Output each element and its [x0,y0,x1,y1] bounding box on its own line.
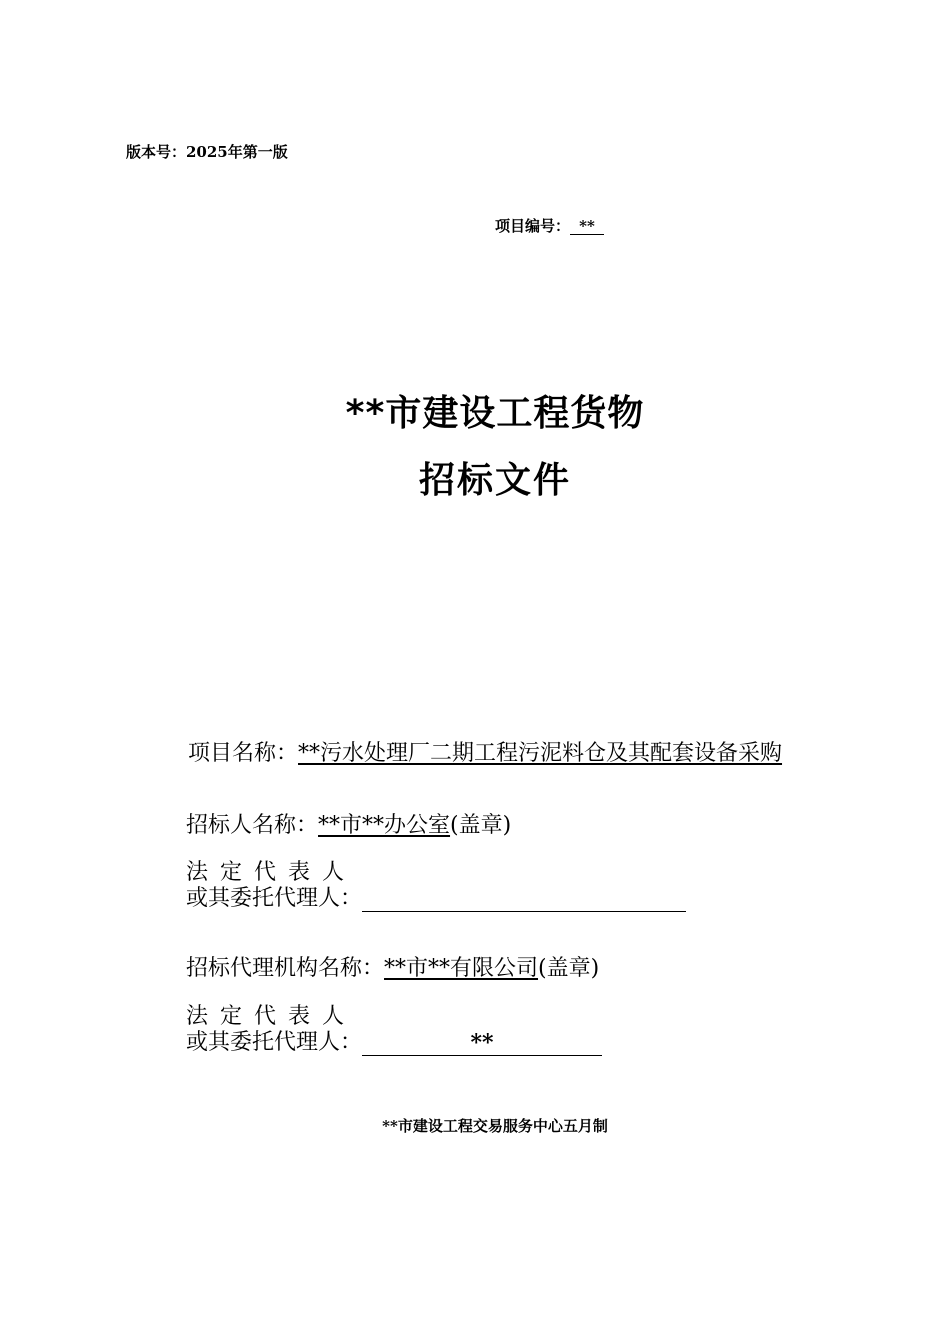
project-number-label: 项目编号： [495,217,571,235]
document-title-line1: **市建设工程货物 [345,393,645,434]
tenderer-seal-note: (盖章) [450,813,512,838]
agency-legal-rep-value: ** [362,1031,602,1056]
tenderer-name-value: **市**办公室 [318,813,451,838]
agency-seal-note: (盖章) [538,956,600,981]
project-number-value: ** [570,218,604,235]
document-title-line2: 招标文件 [418,460,571,501]
agency-legal-rep [186,1030,602,1056]
agency-legal-rep-label-line1: 法定代表人 [186,1004,357,1029]
agency-legal-rep-label-line2: 或其委托代理人： [186,1030,363,1055]
tenderer-legal-rep-label-line2: 或其委托代理人： [186,886,363,911]
project-name [188,741,782,767]
agency-name-value: **市**有限公司 [384,956,539,981]
tenderer-name [186,813,511,839]
project-name-label: 项目名称： [188,741,299,766]
tenderer-legal-rep [186,886,686,912]
footer-note: **市建设工程交易服务中心五月制 [382,1117,608,1135]
project-name-value: **污水处理厂二期工程污泥料仓及其配套设备采购 [298,741,783,766]
agency-name [186,956,599,982]
tenderer-legal-rep-blank [362,889,686,912]
tenderer-name-label: 招标人名称： [186,813,319,838]
version-number: 版本号：2025年第一版 [126,143,288,161]
tenderer-legal-rep-label-line1: 法定代表人 [186,860,357,885]
project-number [495,215,604,236]
agency-name-label: 招标代理机构名称： [186,956,385,981]
